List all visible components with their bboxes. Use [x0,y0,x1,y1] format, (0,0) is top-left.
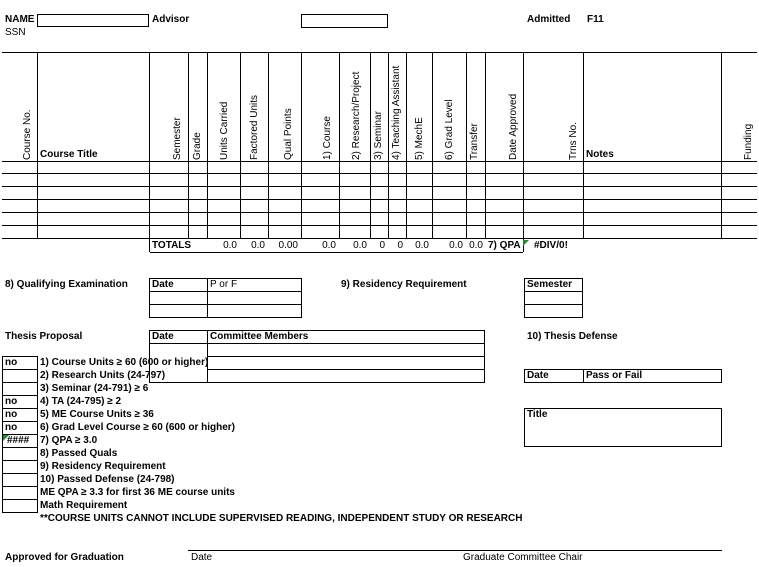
footer-date-label: Date [191,552,213,563]
col-header-meche: 5) MechE [414,117,425,160]
qualifying-p-or-f-label: P or F [210,279,238,290]
committee-members-label: Committee Members [210,331,309,342]
row-line [2,512,37,513]
col-header-grad-level: 6) Grad Level [444,99,455,160]
req-label: 1) Course Units ≥ 60 (600 or higher) [40,357,209,368]
col-divider [268,52,269,239]
col-divider [406,52,407,239]
row-line [149,304,302,305]
defense-title-box[interactable] [524,408,722,447]
header-bottom-border [2,161,757,162]
col-header-course-no: Course No. [22,109,33,160]
status-col-right-border [37,356,38,513]
row-line [2,225,757,226]
col-header-factored-units: Factored Units [249,94,260,160]
residency-semester-label: Semester [527,279,573,290]
col-divider [388,52,389,239]
approved-for-graduation-label: Approved for Graduation [5,552,124,563]
proposal-date-label: Date [152,331,174,342]
col-header-units-carried: Units Carried [219,101,230,160]
col-divider [721,52,722,239]
row-line [2,212,757,213]
thesis-proposal-label: Thesis Proposal [5,331,83,342]
col-divider [37,52,38,239]
col-header-research-project: 2) Research/Project [351,71,362,160]
table-top-border [2,52,757,53]
total-grad-level[interactable]: 0.0 [449,240,463,251]
req-label: 2) Research Units (24-797) [40,370,166,381]
error-indicator-icon [523,240,529,246]
residency-label: 9) Residency Requirement [341,279,467,290]
name-label: NAME [5,14,35,25]
col-header-qual-points: Qual Points [283,108,294,160]
row-line [2,460,37,461]
col-divider [339,52,340,239]
row-line [2,382,37,383]
row-line [2,369,37,370]
col-divider [149,52,150,252]
req-label: 7) QPA ≥ 3.0 [40,435,98,446]
req-label: ME QPA ≥ 3.3 for first 36 ME course units [40,487,235,498]
row-line [2,199,757,200]
qpa-label: 7) QPA [488,240,521,251]
row-line [149,343,485,344]
col-divider [466,52,467,239]
col-divider [301,52,302,239]
total-units-carried[interactable]: 0.0 [223,240,237,251]
totals-bottom-border [150,252,523,253]
req-label: 4) TA (24-795) ≥ 2 [40,396,122,407]
col-header-date-approved: Date Approved [508,93,519,160]
row-line [207,369,485,370]
row-line [2,238,757,239]
req-label: 6) Grad Level Course ≥ 60 (600 or higher) [40,422,235,433]
defense-title-label: Title [527,409,548,420]
committee-chair-label: Graduate Committee Chair [463,552,583,563]
ssn-label: SSN [5,27,26,38]
req-label: 5) ME Course Units ≥ 36 [40,409,154,420]
col-header-grade: Grade [192,132,203,160]
row-line [2,186,757,187]
row-line [149,291,302,292]
total-seminar[interactable]: 0 [379,240,385,251]
totals-label: TOTALS [152,240,192,251]
row-line [2,499,37,500]
req-label: Math Requirement [40,500,128,511]
row-line [207,356,485,357]
col-divider [583,52,584,239]
row-line [2,473,37,474]
total-qual-points[interactable]: 0.00 [278,240,298,251]
col-divider [485,52,486,239]
defense-date-label: Date [527,370,549,381]
col-divider [207,52,208,239]
total-course[interactable]: 0.0 [322,240,336,251]
col-header-transfer: Transfer [469,123,480,160]
thesis-defense-label: 10) Thesis Defense [527,331,618,342]
total-transfer[interactable]: 0.0 [469,240,483,251]
col-divider [207,278,208,318]
col-header-notes: Notes [586,149,614,160]
req-label: 10) Passed Defense (24-798) [40,474,175,485]
advisor-label: Advisor [152,14,190,25]
col-divider [370,52,371,239]
pass-or-fail-label: Pass or Fail [586,370,643,381]
footnote: **COURSE UNITS CANNOT INCLUDE SUPERVISED READING, INDEPENDENT STUDY OR RESEARCH [40,513,523,524]
row-line [2,173,757,174]
req-label: 8) Passed Quals [40,448,118,459]
total-ta[interactable]: 0 [397,240,403,251]
req-status[interactable]: no [5,357,18,368]
col-divider [432,52,433,239]
admitted-label: Admitted [527,14,571,25]
col-header-funding: Funding [743,123,754,160]
col-header-course: 1) Course [322,116,333,160]
signature-line [188,550,722,551]
qpa-value[interactable]: #DIV/0! [534,240,568,251]
total-research[interactable]: 0.0 [353,240,367,251]
col-header-seminar: 3) Seminar [373,111,384,160]
col-header-trns-no: Trns No. [568,122,579,160]
advisor-field[interactable] [301,14,388,28]
total-meche[interactable]: 0.0 [415,240,429,251]
req-label: 9) Residency Requirement [40,461,166,472]
col-divider [188,52,189,239]
col-header-semester: Semester [172,117,183,160]
col-header-teaching-assistant: 4) Teaching Assistant [391,65,402,160]
col-header-course-title: Course Title [40,149,98,160]
req-status[interactable]: no [5,409,18,420]
col-divider [583,369,584,383]
row-line [524,291,583,292]
total-factored-units[interactable]: 0.0 [251,240,265,251]
qualifying-date-label: Date [152,279,174,290]
row-line [524,304,583,305]
row-line [2,447,37,448]
req-label: 3) Seminar (24-791) ≥ 6 [40,383,149,394]
req-status[interactable]: no [5,396,18,407]
col-divider [523,52,524,252]
req-status[interactable]: no [5,422,18,433]
req-status[interactable]: #### [7,435,30,446]
admitted-value[interactable]: F11 [587,14,604,25]
row-line [2,486,37,487]
qualifying-exam-label: 8) Qualifying Examination [5,279,128,290]
name-field[interactable] [37,14,149,27]
col-divider [240,52,241,239]
